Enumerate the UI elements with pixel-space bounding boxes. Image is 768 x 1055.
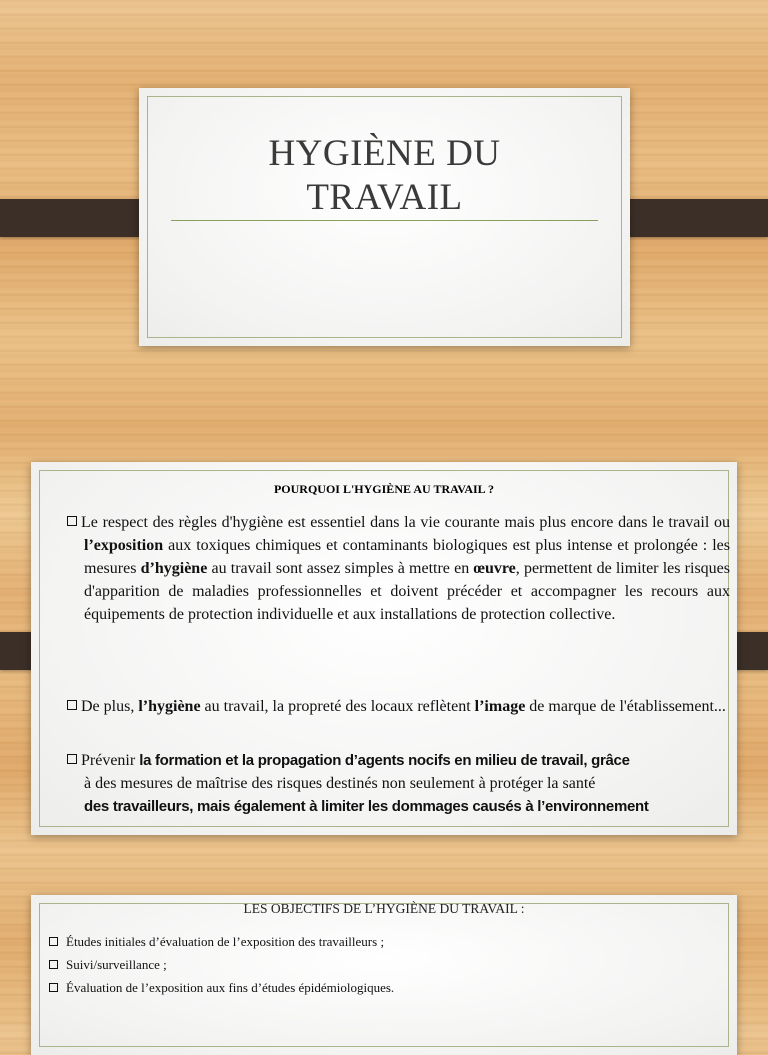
title-divider — [171, 220, 598, 221]
slide-title — [139, 132, 630, 220]
decorative-band-right-1 — [613, 199, 768, 237]
checkbox-bullet-icon — [67, 754, 77, 764]
bullet-text: de marque de l'établissement... — [525, 698, 726, 715]
bullet-text: au travail, la propreté des locaux reflètent — [200, 698, 475, 715]
checkbox-bullet-icon — [67, 700, 77, 710]
bullet-bold-text: œuvre — [473, 560, 516, 577]
list-item — [49, 934, 384, 950]
bullet-text: De plus, — [81, 698, 139, 715]
bullet-bold-text: l’image — [474, 698, 526, 715]
bullet-bold-text: d’hygiène — [140, 560, 208, 577]
bullet-line: à des mesures de maîtrise des risques destinés non seulement à protéger la santé — [84, 775, 596, 792]
bullet-item — [67, 749, 713, 818]
list-item-text: Suivi/surveillance ; — [66, 957, 167, 972]
title-slide — [139, 88, 630, 346]
slide-heading: POURQUOI L'HYGIÈNE AU TRAVAIL ? — [273, 482, 495, 496]
list-item-text: Études initiales d’évaluation de l’exposition des travailleurs ; — [66, 934, 385, 949]
list-item — [49, 980, 394, 996]
list-item — [49, 957, 167, 973]
checkbox-bullet-icon — [49, 960, 58, 969]
why-hygiene-slide — [31, 462, 737, 835]
bullet-item — [67, 695, 730, 718]
bullet-line — [67, 752, 630, 769]
bullet-text: au travail sont assez simples à mettre en — [207, 560, 474, 577]
title-line-2: TRAVAIL — [306, 177, 463, 218]
bullet-bold-text: l’exposition — [84, 537, 164, 554]
title-line-1: HYGIÈNE DU — [268, 133, 501, 174]
checkbox-bullet-icon — [67, 516, 77, 526]
slide-frame — [39, 903, 729, 1047]
bullet-bold-text: l’hygiène — [138, 698, 201, 715]
checkbox-bullet-icon — [49, 937, 58, 946]
slide-heading: LES OBJECTIFS DE L’HYGIÈNE DU TRAVAIL : — [243, 901, 525, 916]
objectives-slide — [31, 895, 737, 1055]
bullet-text: aux toxiques chimiques et contaminants biologiques est plus intense et prolongée : les mesures — [84, 537, 730, 577]
bullet-text: Le respect des règles d'hygiène est essentiel dans la vie courante mais plus encore dans le travail ou — [81, 514, 730, 531]
bullet-bold-text: la formation et la propagation d’agents nocifs en milieu de travail, grâce — [139, 752, 630, 769]
decorative-band-left-1 — [0, 199, 155, 237]
bullet-bold-line: des travailleurs, mais également à limiter les dommages causés à l’environnement — [84, 798, 649, 815]
bullet-text: , permettent de limiter les risques d'apparition de maladies professionnelles et doivent précéder et accompagner les recours aux équipements de protection individuelle et aux installations de protection collective. — [84, 560, 730, 623]
bullet-text: Prévenir — [81, 752, 140, 769]
bullet-item — [67, 511, 730, 626]
list-item-text: Évaluation de l’exposition aux fins d’études épidémiologiques. — [66, 980, 395, 995]
checkbox-bullet-icon — [49, 983, 58, 992]
